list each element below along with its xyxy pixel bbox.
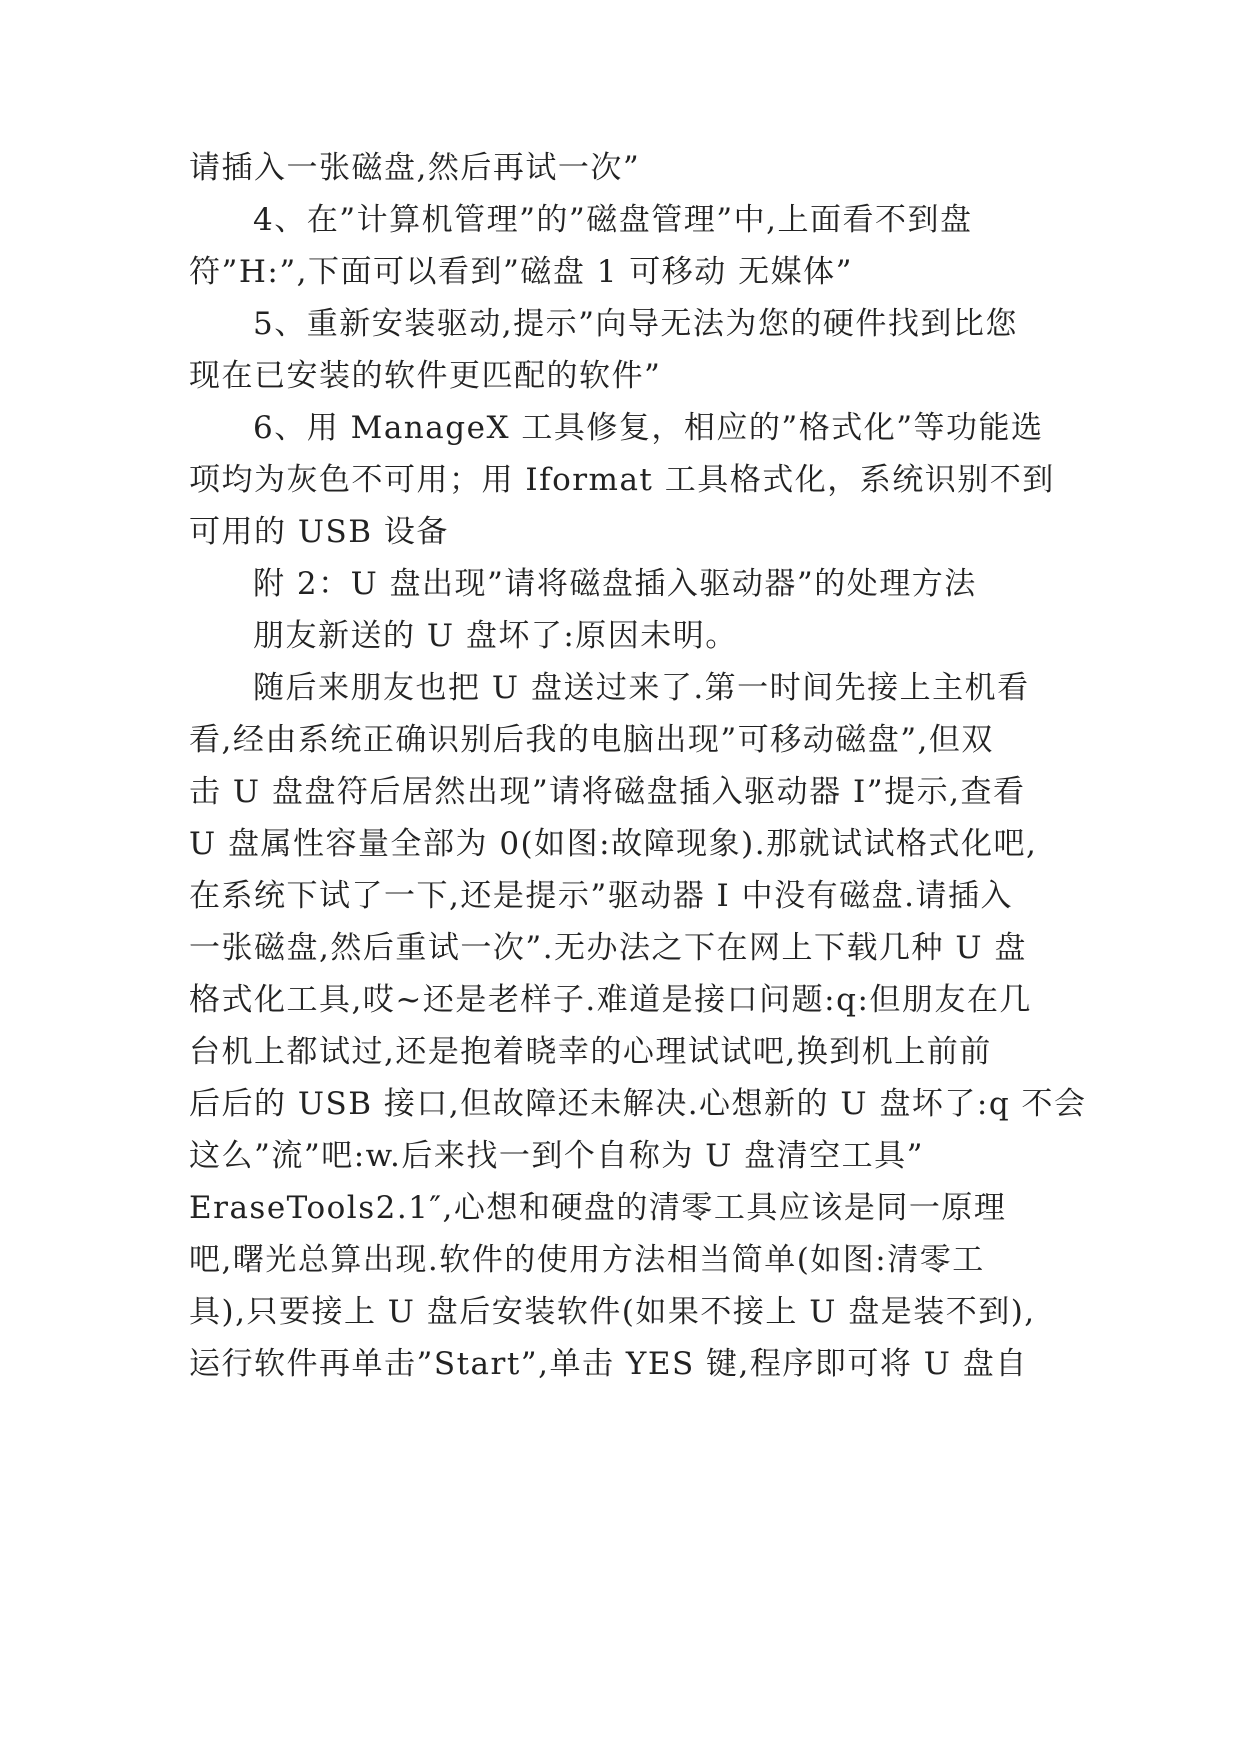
- text-line: 一张磁盘,然后重试一次”.无办法之下在网上下载几种 U 盘: [189, 930, 1027, 966]
- text-line: 击 U 盘盘符后居然出现”请将磁盘插入驱动器 I”提示,查看: [189, 774, 1026, 810]
- text-line: 台机上都试过,还是抱着晓幸的心理试试吧,换到机上前前: [189, 1034, 992, 1070]
- text-line: 具),只要接上 U 盘后安装软件(如果不接上 U 盘是装不到),: [189, 1294, 1036, 1330]
- text-line: 附 2：U 盘出现”请将磁盘插入驱动器”的处理方法: [253, 566, 977, 602]
- text-line: 5、重新安装驱动,提示”向导无法为您的硬件找到比您: [253, 306, 1018, 342]
- text-line: 符”H:”,下面可以看到”磁盘 1 可移动 无媒体”: [189, 254, 854, 290]
- text-line: 后后的 USB 接口,但故障还未解决.心想新的 U 盘坏了:q 不会: [189, 1086, 1087, 1122]
- text-line: 运行软件再单击”Start”,单击 YES 键,程序即可将 U 盘自: [189, 1346, 1028, 1382]
- text-line: 项均为灰色不可用；用 Iformat 工具格式化，系统识别不到: [189, 462, 1055, 498]
- text-line: 看,经由系统正确识别后我的电脑出现”可移动磁盘”,但双: [189, 722, 994, 758]
- text-line: EraseTools2.1″,心想和硬盘的清零工具应该是同一原理: [189, 1190, 1007, 1226]
- text-line: 现在已安装的软件更匹配的软件”: [189, 358, 662, 394]
- text-line: 4、在”计算机管理”的”磁盘管理”中,上面看不到盘: [253, 202, 973, 238]
- text-line: 格式化工具,哎~还是老样子.难道是接口问题:q:但朋友在几: [189, 982, 1032, 1018]
- text-line: 在系统下试了一下,还是提示”驱动器 I 中没有磁盘.请插入: [189, 878, 1014, 914]
- text-line: 6、用 ManageX 工具修复，相应的”格式化”等功能选: [253, 410, 1044, 446]
- text-line: U 盘属性容量全部为 0(如图:故障现象).那就试试格式化吧,: [189, 826, 1038, 862]
- text-line: 请插入一张磁盘,然后再试一次”: [189, 150, 641, 186]
- text-line: 朋友新送的 U 盘坏了:原因未明。: [253, 618, 738, 654]
- text-line: 吧,曙光总算出现.软件的使用方法相当简单(如图:清零工: [189, 1242, 985, 1278]
- text-line: 这么”流”吧:w.后来找一到个自称为 U 盘清空工具”: [189, 1138, 925, 1174]
- text-line: 随后来朋友也把 U 盘送过来了.第一时间先接上主机看: [253, 670, 1030, 706]
- text-line: 可用的 USB 设备: [189, 514, 449, 550]
